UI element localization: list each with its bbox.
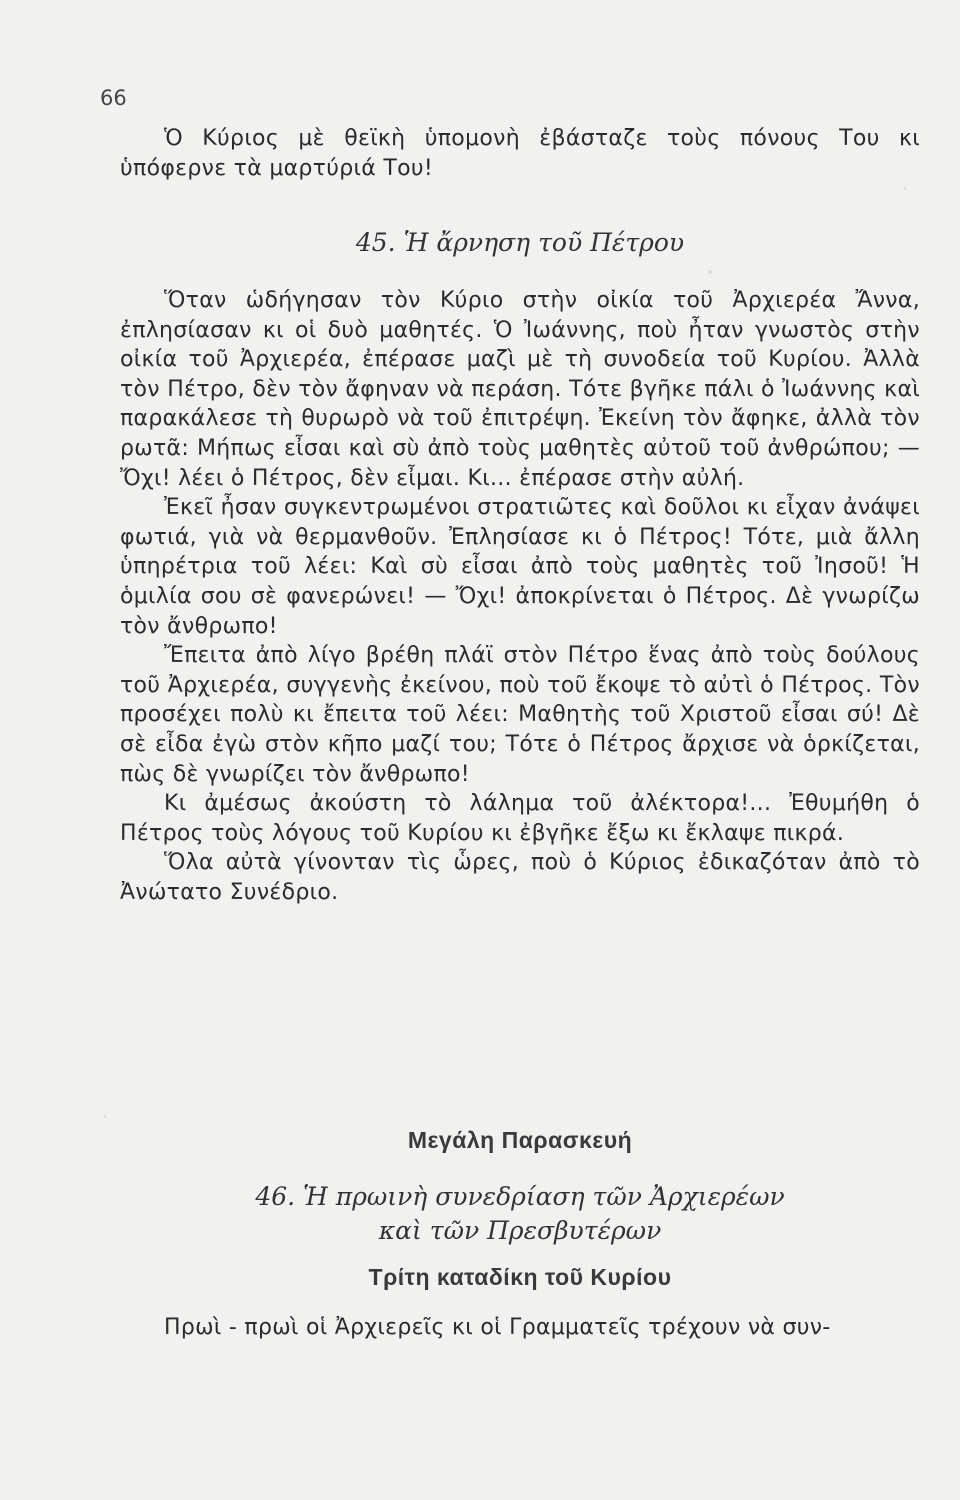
intro-block <box>120 124 920 183</box>
section-45-paragraph-5: Ὅλα αὐτὰ γίνονταν τὶς ὧρες, ποὺ ὁ Κύριος ἐδικαζόταν ἀπὸ τὸ Ἀνώτατο Συνέδριο. <box>120 850 920 905</box>
section-45-title: 45. Ἡ ἄρνηση τοῦ Πέτρου <box>355 228 685 257</box>
section-45-paragraph-4: Κι ἀμέσως ἀκούστη τὸ λάλημα τοῦ ἀλέκτορα!... Ἐθυμήθη ὁ Πέτρος τοὺς λόγους τοῦ Κυρίου κι ἐβγῆκε ἔξω κι ἔκλαψε πικρά. <box>120 791 920 846</box>
scan-speck-2 <box>904 187 907 190</box>
section-45-header <box>120 226 920 260</box>
section-45-paragraph-2: Ἐκεῖ ἦσαν συγκεντρωμένοι στρατιῶτες καὶ δοῦλοι κι εἶχαν ἀνάψει φωτιά, γιὰ νὰ θερμανθοῦν. Ἐπλησίασε κι ὁ Πέτρος! Τότε, μιὰ ἄλλη ὑπηρέτρια τοῦ λέει: Καὶ σὺ εἶσαι ἀπὸ τοὺς μαθητὲς τοῦ Ἰησοῦ! Ἡ ὁμιλία σου σὲ φανερώνει! — Ὄχι! ἀποκρίνεται ὁ Πέτρος. Δὲ γνωρίζω τὸν ἄνθρωπο! <box>120 495 920 639</box>
holy-friday-heading: Μεγάλη Παρασκευή <box>407 1127 633 1153</box>
closing-paragraph: Πρωὶ - πρωὶ οἱ Ἀρχιερεῖς κι οἱ Γραμματεῖς τρέχουν νὰ συν- <box>164 1315 831 1340</box>
third-trial-heading: Τρίτη καταδίκη τοῦ Κυρίου <box>368 1264 672 1290</box>
scan-speck-3 <box>104 1115 107 1118</box>
section-46-title-line-1: 46. Ἡ πρωινὴ συνεδρίαση τῶν Ἀρχιερέων <box>255 1182 785 1211</box>
section-45-paragraph-1: Ὅταν ὡδήγησαν τὸν Κύριο στὴν οἰκία τοῦ Ἀρχιερέα Ἄννα, ἐπλησίασαν κι οἱ δυὸ μαθητές. Ὁ Ἰωάννης, ποὺ ἦταν γνωστὸς στὴν οἰκία τοῦ Ἀρχιερέα, ἐπέρασε μαζὶ μὲ τὴ συνοδεία τοῦ Κυρίου. Ἀλλὰ τὸν Πέτρο, δὲν τὸν ἄφηναν νὰ περάση. Τότε βγῆκε πάλι ὁ Ἰωάννης καὶ παρακάλεσε τὴ θυρωρὸ νὰ τοῦ ἐπιτρέψη. Ἐκείνη τὸν ἄφηκε, ἀλλὰ τὸν ρωτᾶ: Μήπως εἶσαι καὶ σὺ ἀπὸ τοὺς μαθητὲς αὐτοῦ τοῦ ἀνθρώπου; — Ὄχι! λέει ὁ Πέτρος, δὲν εἶμαι. Κι... ἐπέρασε στὴν αὐλή. <box>120 288 920 491</box>
page-number: 66 <box>100 86 127 110</box>
holy-friday-heading-block <box>120 1125 920 1155</box>
section-46-header <box>120 1180 920 1248</box>
third-trial-heading-block <box>120 1262 920 1292</box>
section-46-title-line-2: καὶ τῶν Πρεσβυτέρων <box>378 1216 662 1245</box>
intro-paragraph: Ὁ Κύριος μὲ θεϊκὴ ὑπομονὴ ἐβάσταζε τοὺς πόνους Του κι ὑπόφερνε τὰ μαρτύριά Του! <box>120 126 920 181</box>
section-45-body <box>120 286 920 907</box>
section-45-paragraph-3: Ἔπειτα ἀπὸ λίγο βρέθη πλάϊ στὸν Πέτρο ἕνας ἀπὸ τοὺς δούλους τοῦ Ἀρχιερέα, συγγενὴς ἐκείνου, ποὺ τοῦ ἔκοψε τὸ αὐτὶ ὁ Πέτρος. Τὸν προσέχει πολὺ κι ἔπειτα τοῦ λέει: Μαθητὴς τοῦ Χριστοῦ εἶσαι σύ! Δὲ σὲ εἶδα ἐγὼ στὸν κῆπο μαζί του; Τότε ὁ Πέτρος ἄρχισε νὰ ὁρκίζεται, πὼς δὲ γνωρίζει τὸν ἄνθρωπο! <box>120 643 920 787</box>
scan-speck-1 <box>708 270 712 274</box>
closing-block <box>120 1313 920 1343</box>
